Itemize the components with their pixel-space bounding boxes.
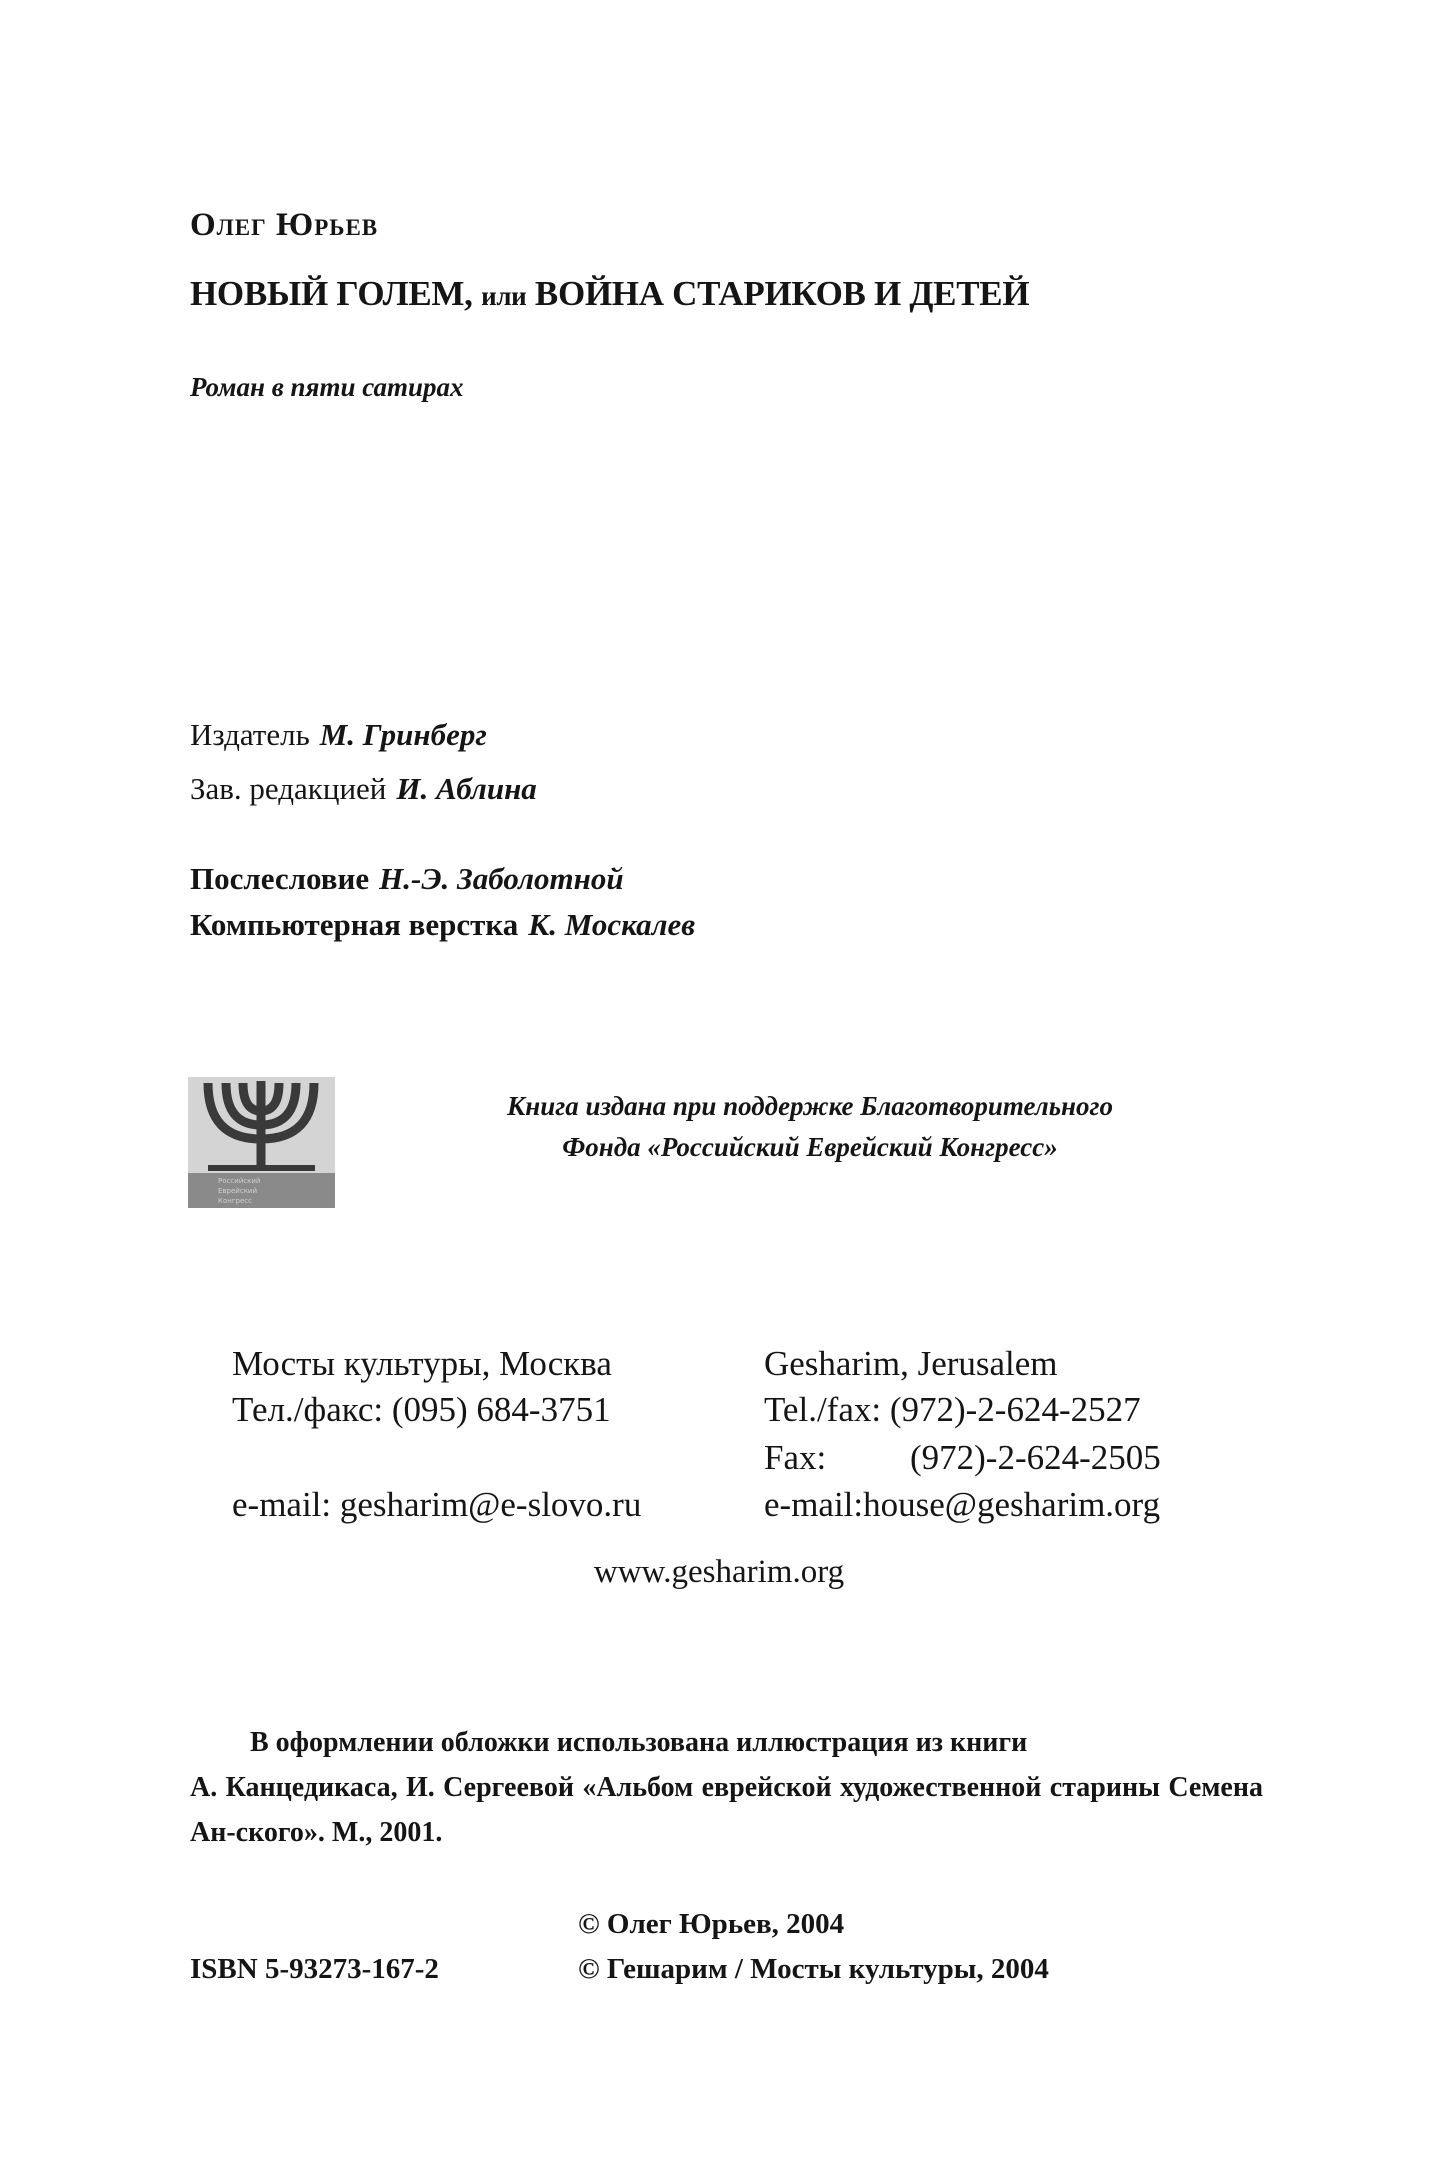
cover-note-rest: А. Канцедикаса, И. Сергеевой «Альбом еврейской художественной старины Семена Ан-ского». М., 2001. xyxy=(190,1772,1263,1848)
book-title-part2: ВОЙНА СТАРИКОВ И ДЕТЕЙ xyxy=(534,274,1030,313)
credit-name: К. Москалев xyxy=(528,907,696,942)
menorah-logo-icon xyxy=(188,1077,335,1208)
credit-name: Н.-Э. Заболотной xyxy=(379,861,624,896)
copyright-publisher: © Гешарим / Мосты культуры, 2004 xyxy=(578,1953,1049,1985)
credit-publisher xyxy=(190,717,487,753)
fax-number: (972)-2-624-2505 xyxy=(910,1438,1161,1477)
moscow-email: e-mail: gesharim@e-slovo.ru xyxy=(232,1485,642,1524)
logo-text-line3: Конгресс xyxy=(218,1197,252,1205)
credit-label: Зав. редакцией xyxy=(190,771,387,806)
jerusalem-fax xyxy=(764,1438,1234,1478)
credit-editor xyxy=(190,771,537,807)
credit-label: Послесловие xyxy=(190,861,370,896)
credit-label: Издатель xyxy=(190,717,310,752)
book-title-part1: НОВЫЙ ГОЛЕМ, xyxy=(190,274,473,313)
website-link: www.gesharim.org xyxy=(593,1554,845,1590)
book-title-conjunction: или xyxy=(481,281,527,311)
logo-text-line1: Российский xyxy=(218,1177,261,1185)
moscow-phone: Тел./факс: (095) 684-3751 xyxy=(232,1390,611,1429)
credit-label: Компьютерная верстка xyxy=(190,907,519,942)
logo-text-line2: Еврейский xyxy=(218,1187,258,1195)
jerusalem-email: e-mail:house@gesharim.org xyxy=(764,1485,1161,1524)
fax-label: Fax: xyxy=(764,1438,827,1477)
book-subtitle: Роман в пяти сатирах xyxy=(190,372,464,402)
credit-name: И. Аблина xyxy=(396,771,537,806)
isbn: ISBN 5-93273-167-2 xyxy=(190,1953,439,1985)
credit-name: М. Гринберг xyxy=(319,717,487,752)
copyright-author: © Олег Юрьев, 2004 xyxy=(578,1908,845,1940)
moscow-publisher-name: Мосты культуры, Москва xyxy=(232,1344,612,1383)
cover-note xyxy=(190,1720,1263,1855)
jerusalem-publisher-name: Gesharim, Jerusalem xyxy=(764,1344,1058,1383)
author-name: Олег Юрьев xyxy=(190,207,379,243)
support-line-1: Книга издана при поддержке Благотворительного xyxy=(506,1091,1114,1121)
credit-afterword xyxy=(190,861,624,897)
cover-note-line1: В оформлении обложки использована иллюстрация из книги xyxy=(250,1727,1028,1758)
support-line-2: Фонда «Российский Еврейский Конгресс» xyxy=(562,1132,1058,1162)
book-title xyxy=(190,274,1029,314)
jerusalem-phone: Tel./fax: (972)-2-624-2527 xyxy=(764,1390,1141,1429)
credit-layout xyxy=(190,907,695,943)
